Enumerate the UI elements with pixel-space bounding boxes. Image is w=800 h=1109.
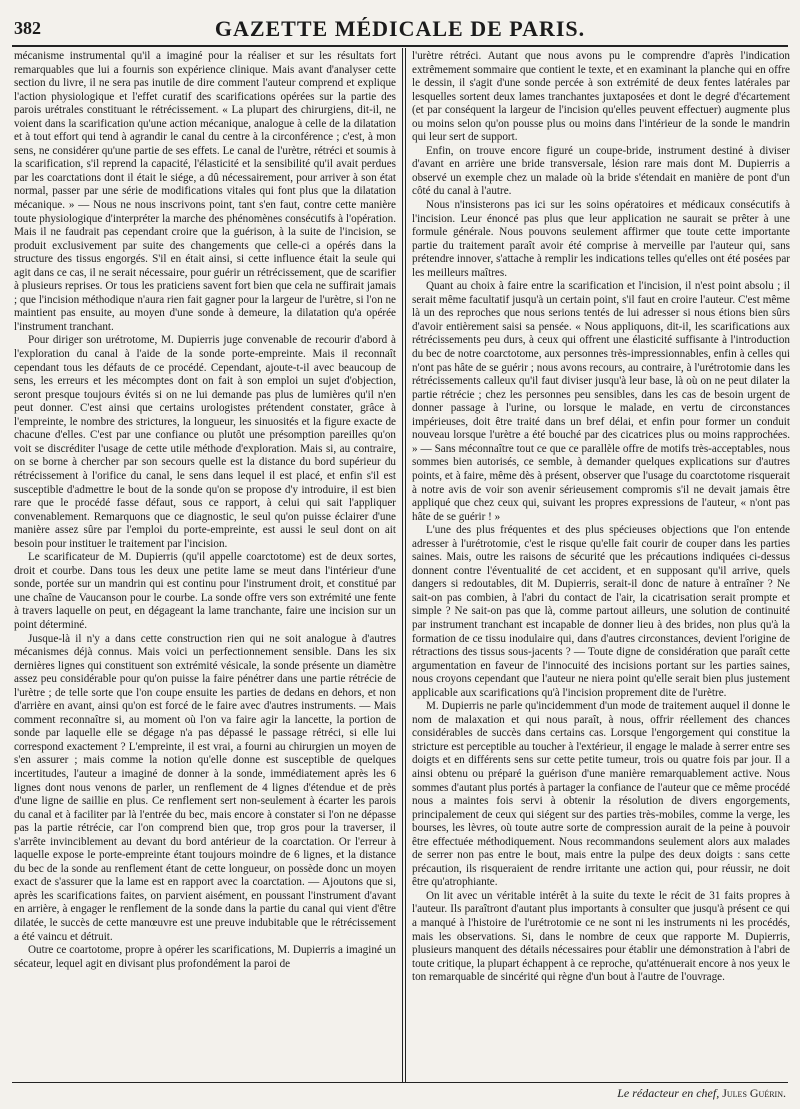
paragraph: l'urètre rétréci. Autant que nous avons pu le comprendre d'après l'indication extrêmement sommaire que contient le texte, et en examinant la planche qui en offre le dessin, il s'agit d'une sonde percée à son extrémité de deux fentes latérales par lesquelles sortent deux lames tranchantes juxtaposées et dont le degré d'écartement (et par conséquent la largeur de l'incision qu'elles peuvent effectuer) augmente plus ou moins selon qu'on pousse plus ou moins dans l'intérieur de la sonde le mandrin qui leur sert de support. (412, 50, 790, 144)
paragraph: Quant au choix à faire entre la scarification et l'incision, il n'est point absolu ; il serait même facultatif jusqu'à un certain point, s'il faut en croire l'auteur. C'est même là un des reproches que nous serions tentés de lui adresser si nous étions bien sûrs d'avoir entièrement saisi sa pensée. « Nous appliquons, dit-il, les scarifications aux rétrécissements peu durs, à ceux qui offrent une élasticité suffisante à l'introduction du bec de notre coarctotome, aux personnes très-impressionnables, enfin à celles qui n'ont pas hâte de se guérir ; nous avons recours, au contraire, à l'urétrotomie dans les rétrécissements calleux qu'il faut diviser jusqu'à leur base, là où on ne peut dilater la partie rétrécie ; chez les personnes peu sensibles, dans les cas de besoin urgent de donner passage à l'urine, ou lorsque le malade, en vertu de circonstances impérieuses, doit être traité dans un bref délai, et enfin pour former un conduit nouveau lorsque l'urètre a été bouché par des cicatrices plus ou moins rapprochées. » — Sans méconnaître tout ce que ce parallèle offre de motifs très-acceptables, nous sommes bien autorisés, ce semble, à demander quelques explications sur d'autres points, et à faire, même dès à présent, observer que l'usage du coarctotome risquerait à notre avis de voir son avenir sérieusement compromis s'il ne devait jamais être appliqué que chez ceux qui, suivant les propres expressions de l'auteur, « n'ont pas hâte de se guérir ! » (412, 280, 790, 523)
footer-rule (12, 1082, 788, 1083)
journal-title: GAZETTE MÉDICALE DE PARIS. (214, 16, 586, 41)
header-rule (12, 45, 788, 47)
paragraph: Outre ce coartotome, propre à opérer les scarifications, M. Dupierris a imaginé un sécateur, lequel agit en divisant plus profondément la paroi de (14, 944, 396, 970)
paragraph: Pour diriger son urétrotome, M. Dupierris juge convenable de recourir d'abord à l'exploration du canal à l'aide de la sonde porte-empreinte. Mais il reconnaît cependant tous les défauts de ce procédé. Cependant, ajoute-t-il avec beaucoup de sens, les erreurs et les mécomptes dont on fait à son emploi un sujet d'objection, seront presque toujours évités si on ne lui demande pas plus de lumières qu'il n'en peut donner. C'est ainsi que certains urologistes prétendent constater, grâce à l'empreinte, le nombre des strictures, la longueur, les sinuosités et la figure exacte de chacune d'elles. C'est par une confiance ou plutôt une présomption pareilles qu'on voit se discréditer l'usage de cette utile méthode d'exploration. Mais si, au contraire, on se borne à chercher par son secours quelle est la distance du bord supérieur du rétrécissement à l'orifice du canal, le sens dans lequel il est placé, et enfin s'il est susceptible d'admettre le bout de la sonde qu'on se propose d'y introduire, il est bien rare que le procédé fasse défaut, sous ce rapport, à celui qui sait l'appliquer convenablement. Remarquons que ce diagnostic, le seul qu'on puisse éclairer d'une manière assez sûre par l'emploi du porte-empreinte, est aussi le seul dont on ait besoin pour instituer le traitement par l'incision. (14, 334, 396, 550)
right-column (412, 50, 790, 1080)
column-divider (405, 48, 406, 1082)
paragraph: mécanisme instrumental qu'il a imaginé pour la réaliser et sur les résultats fort remarquables que lui a fournis son expérience clinique. Mais avant d'analyser cette section du livre, il ne sera pas inutile de dire comment l'auteur comprend et explique l'action physiologique et l'effet curatif des scarifications opérées sur la partie des parois urétrales constituant le rétrécissement. « La plupart des chirurgiens, dit-il, ne voient dans la scarification qu'une action mécanique, analogue à celle de la dilatation et à tout effort qui tend à agrandir le canal du centre à la circonférence ; c'est, à mon sens, ne considérer qu'une partie de ses effets. Le canal de l'urètre, rétréci et soumis à la scarification, s'il reprend la capacité, l'élasticité et la sensibilité qu'il avait perdues par les coarctations dont il était le siége, a dû nécessairement, pour arriver à son état normal, passer par une série de modifications vitales qui font plus que la dilatation mécanique. » — Nous ne nous inscrivons point, tant s'en faut, contre cette manière toute physiologique d'interpréter la marche des phénomènes consécutifs à l'opération. Mais il ne faudrait pas cependant croire que la guérison, à la suite de l'incision, se produit exclusivement par suite des changements que celle-ci a opérés dans la structure des tissus engorgés. S'il en était ainsi, si cette influence était la seule qui agit dans ce cas, il ne serait nécessaire, pour guérir un rétrécissement, que de scarifier à plusieurs reprises. Or tous les praticiens savent fort bien que cela ne suffirait jamais ; que l'incision méthodique n'aura rien fait gagner pour la largeur de l'urètre, si l'on ne maintient pas ensuite, au moyen d'une sonde à demeure, la dilatation qu'a opérée l'instrument tranchant. (14, 50, 396, 333)
column-divider (402, 48, 403, 1082)
paragraph: Nous n'insisterons pas ici sur les soins opératoires et médicaux consécutifs à l'incision. Leur énoncé pas plus que leur application ne saurait se prêter à une formule générale. Nous pouvons seulement affirmer que toute cette importante partie du traitement paraît avoir été comprise à merveille par l'auteur qui, sans prétendre innover, s'attache à remplir les indications telles qu'elles ont été posées par les meilleurs maîtres. (412, 199, 790, 279)
signature-name: Jules Guérin. (722, 1086, 786, 1100)
page-number: 382 (14, 18, 41, 38)
paragraph: M. Dupierris ne parle qu'incidemment d'un mode de traitement auquel il donne le nom de malaxation et qui nous paraît, à nous, offrir réellement des chances considérables de succès dans certains cas. Lorsque l'engorgement qui constitue la stricture est perceptible au toucher à l'extérieur, il engage le malade à serrer entre ses doigts et en différents sens sur cette petite tumeur, trois ou quatre fois par jour. Il a ainsi obtenu ou préparé la guérison d'une manière remarquablement active. Nous sommes d'autant plus portés à partager la confiance de l'auteur que ce même procédé nous a maintes fois servi à obtenir la résolution de divers engorgements, principalement de ceux qui siégent sur des parties très-mobiles, comme la verge, les bourses, les lèvres, où toute autre sorte de compression aurait de la peine à pouvoir être effectuée méthodiquement. Nous recommandons seulement alors aux malades de serrer non pas entre le bout, mais entre la pulpe des deux doigts : sans cette précaution, ils risqueraient de rendre irritante une action qui, pour réussir, ne doit être qu'atrophiante. (412, 700, 790, 889)
paragraph: Le scarificateur de M. Dupierris (qu'il appelle coarctotome) est de deux sortes, droit et courbe. Dans tous les deux une petite lame se meut dans l'intérieur d'une sonde, portée sur un mandrin qui est continu pour l'instrument droit, et constitué par une chaîne de Vaucanson pour le courbe. La sonde offre vers son extrémité une fente à travers laquelle on peut, en dégageant la lame tranchante, faire une incision sur un point déterminé. (14, 551, 396, 631)
left-column (14, 50, 396, 1080)
paragraph: On lit avec un véritable intérêt à la suite du texte le récit de 31 faits propres à l'auteur. Ils paraîtront d'autant plus importants à consulter que jusqu'à présent ce qui a manqué à l'histoire de l'urétrotomie ce ne sont ni les instruments ni les procédés, mais les observations. Si, dans le nombre de ceux que rapporte M. Dupierris, plusieurs manquent des détails nécessaires pour établir une démonstration à l'abri de toute critique, la plupart échappent à ce reproche, qu'atténuerait encore à nos yeux le ton remarquable de sincérité qui règne d'un bout à l'autre de l'ouvrage. (412, 889, 790, 984)
page-header (12, 14, 788, 40)
paragraph: Jusque-là il n'y a dans cette construction rien qui ne soit analogue à d'autres mécanismes déjà connus. Mais voici un perfectionnement sensible. Dans les six dernières lignes qui constituent son extrémité vésicale, la sonde présente un diamètre assez peu considérable pour qu'on puisse la faire pénétrer dans une partie rétrécie de l'urètre ; de telle sorte que l'on coupe ensuite les parties de dedans en dehors, et non d'arrière en avant, ainsi qu'on est forcé de le faire avec d'autres instruments. — Mais comment reconnaître si, au moment où l'on va faire agir la lancette, la portion de sonde par laquelle elle se dégage n'a pas dépassé le passage rétréci, si elle lui correspond exactement ? L'empreinte, il est vrai, a fourni au chirurgien un moyen de s'en assurer ; mais comme la notion qu'elle donne est susceptible de quelques incertitudes, l'auteur a imaginé de donner à la sonde, immédiatement après les 6 lignes dont nous venons de parler, un renflement de 4 lignes d'étendue et de près d'une ligne de saillie en plus. Ce renflement sert non-seulement à écarter les parois du canal et à faciliter par là l'entrée du bec, mais encore à constater si l'on ne dépasse pas la partie rétrécie, car l'on comprend bien que, trop gros pour la traverser, il s'arrête invinciblement au devant du bord antérieur de la coarctation. Or l'erreur à laquelle expose le porte-empreinte étant toujours moindre de 6 lignes, et la distance du bec de la sonde au renflement étant de cette longueur, on possède donc un moyen exact de s'assurer que la lame est en rapport avec la coarctation. — Ajoutons que si, après les scarifications faites, on parvient aisément, en poussant l'instrument d'avant en arrière, à engager le renflement de la sonde dans la partie du canal qui vient d'être dilatée, le succès de cette manœuvre est une preuve indubitable que le rétrécissement a été vaincu et détruit. (14, 632, 396, 943)
paragraph: L'une des plus fréquentes et des plus spécieuses objections que l'on entende adresser à l'urétrotomie, c'est le risque qu'elle fait courir de couper dans les parties saines. Mais, outre les raisons de sécurité que les précautions indiquées ci-dessus donnent contre l'éventualité de cet accident, et en supposant qu'il arrive, quels dangers si redoutables, dit M. Dupierris, serait-il donc de nature à entraîner ? Ne sait-on pas combien, à l'abri du contact de l'air, la cicatrisation serait prompte et simple ? Ne sait-on pas que là, comme partout ailleurs, une solution de continuité par instrument tranchant est incapable de donner lieu à des brides, non plus qu'à la formation de ce tissu inodulaire qui, dans d'autres circonstances, devient l'origine de rétractions des tissus sous-jacents ? — Toute digne de considération que paraît cette argumentation en faveur de l'innocuité des incisions portant sur les parties saines, nous croyons cependant que l'auteur ne niera point qu'elle serait bien plus justement applicable aux scarifications qu'à l'incision proprement dite de l'urètre. (412, 524, 790, 699)
editor-signature (617, 1086, 786, 1101)
paragraph: Enfin, on trouve encore figuré un coupe-bride, instrument destiné à diviser d'avant en arrière une bride transversale, lésion rare mais dont M. Dupierris a observé un exemple chez un malade où la bride s'étendait en manière de pont d'un côté du canal à l'autre. (412, 144, 790, 198)
signature-role: Le rédacteur en chef, (617, 1086, 720, 1100)
